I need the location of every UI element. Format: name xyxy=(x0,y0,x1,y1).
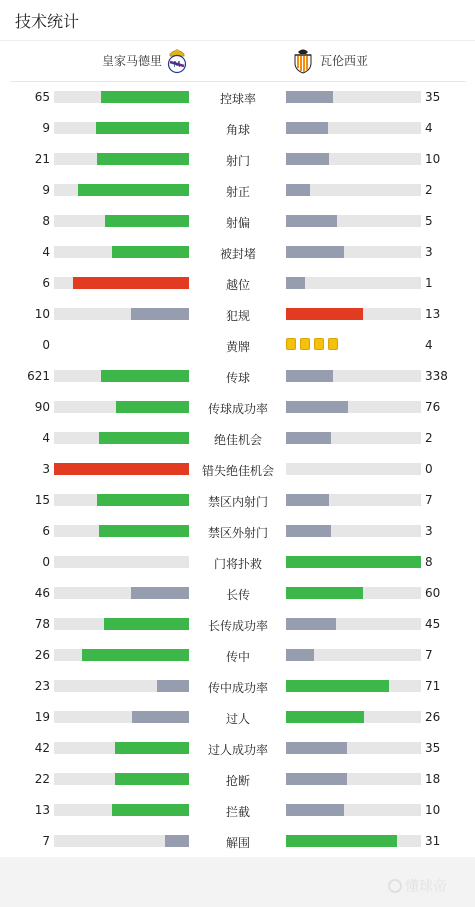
away-stat-bar xyxy=(286,680,421,692)
away-stat-bar-fill xyxy=(286,215,337,227)
stat-row xyxy=(0,764,475,795)
stat-row xyxy=(0,609,475,640)
home-stat-value: 8 xyxy=(42,214,50,228)
away-stat-value: 4 xyxy=(425,121,433,135)
stat-label: 绝佳机会 xyxy=(213,433,262,447)
away-stat-bar-fill xyxy=(286,246,344,258)
away-stat-bar-fill xyxy=(286,184,310,196)
away-stat-bar-fill xyxy=(286,432,331,444)
home-stat-value: 13 xyxy=(34,803,50,817)
home-stat-value: 15 xyxy=(34,493,50,507)
away-stat-bar xyxy=(286,215,421,227)
away-stat-value: 76 xyxy=(425,400,441,414)
stat-label: 错失绝佳机会 xyxy=(201,464,274,478)
home-stat-bar-fill xyxy=(115,773,189,785)
title-divider xyxy=(0,40,475,41)
home-stat-value: 0 xyxy=(42,555,50,569)
stat-row xyxy=(0,795,475,826)
home-stat-value: 6 xyxy=(42,524,50,538)
home-stat-value: 4 xyxy=(42,245,50,259)
yellow-card-icon xyxy=(286,338,296,350)
home-stat-value: 22 xyxy=(34,772,50,786)
stat-row xyxy=(0,113,475,144)
stat-row xyxy=(0,268,475,299)
stat-label: 犯规 xyxy=(225,309,250,323)
home-stat-bar xyxy=(54,525,189,537)
home-stat-bar-fill xyxy=(116,401,189,413)
home-stat-value: 26 xyxy=(34,648,50,662)
stat-label: 传球成功率 xyxy=(207,402,268,416)
away-stat-bar-fill xyxy=(286,618,336,630)
away-stat-bar-fill xyxy=(286,525,331,537)
home-stat-bar xyxy=(54,370,189,382)
page-title: 技术统计 xyxy=(15,12,80,31)
away-stat-bar-fill xyxy=(286,773,347,785)
away-stat-bar-fill xyxy=(286,277,305,289)
yellow-cards xyxy=(286,338,338,352)
home-stat-value: 3 xyxy=(42,462,50,476)
home-stat-bar-fill xyxy=(99,525,189,537)
stat-row xyxy=(0,299,475,330)
home-stat-value: 6 xyxy=(42,276,50,290)
home-stat-value: 4 xyxy=(42,431,50,445)
away-stat-value: 1 xyxy=(425,276,433,290)
away-stat-value: 45 xyxy=(425,617,441,631)
away-stat-value: 31 xyxy=(425,834,441,848)
svg-text:M: M xyxy=(173,60,181,69)
home-stat-bar xyxy=(54,91,189,103)
stat-label: 长传 xyxy=(225,588,250,602)
home-stat-bar-fill xyxy=(105,215,189,227)
away-stat-value: 0 xyxy=(425,462,433,476)
away-stat-value: 18 xyxy=(425,772,441,786)
away-stat-value: 10 xyxy=(425,152,441,166)
away-stat-bar xyxy=(286,742,421,754)
watermark xyxy=(388,876,447,896)
away-stat-value: 10 xyxy=(425,803,441,817)
away-stat-bar-fill xyxy=(286,742,347,754)
stat-row xyxy=(0,175,475,206)
away-stat-bar-fill xyxy=(286,587,363,599)
home-stat-value: 19 xyxy=(34,710,50,724)
dongqiudi-logo-icon xyxy=(388,879,402,893)
home-stat-bar xyxy=(54,835,189,847)
home-stat-bar-fill xyxy=(78,184,189,196)
away-stat-bar-fill xyxy=(286,122,328,134)
home-stat-bar xyxy=(54,308,189,320)
home-stat-bar-fill xyxy=(97,494,189,506)
away-stat-value: 7 xyxy=(425,648,433,662)
stat-label: 射偏 xyxy=(225,216,250,230)
away-stat-bar xyxy=(286,277,421,289)
away-stat-value: 5 xyxy=(425,214,433,228)
home-stat-bar xyxy=(54,556,189,568)
home-stat-bar-fill xyxy=(101,370,189,382)
home-stat-value: 9 xyxy=(42,121,50,135)
home-stat-bar-fill xyxy=(101,91,189,103)
home-stat-value: 9 xyxy=(42,183,50,197)
stat-label: 越位 xyxy=(225,278,250,292)
stat-label: 控球率 xyxy=(219,92,256,106)
stat-label: 角球 xyxy=(225,123,250,137)
away-stat-bar xyxy=(286,804,421,816)
yellow-card-icon xyxy=(328,338,338,350)
away-team-name: 瓦伦西亚 xyxy=(320,54,369,68)
away-stat-value: 3 xyxy=(425,245,433,259)
home-stat-bar-fill xyxy=(131,587,189,599)
away-stat-bar xyxy=(286,618,421,630)
home-stat-bar xyxy=(54,153,189,165)
away-stat-bar-fill xyxy=(286,401,348,413)
stat-label: 过人 xyxy=(225,712,250,726)
home-stat-value: 46 xyxy=(34,586,50,600)
stat-row xyxy=(0,82,475,113)
stat-row xyxy=(0,578,475,609)
away-stat-bar xyxy=(286,432,421,444)
home-stat-value: 0 xyxy=(42,338,50,352)
away-stat-bar-fill xyxy=(286,680,389,692)
away-stat-value: 13 xyxy=(425,307,441,321)
stat-row xyxy=(0,671,475,702)
away-stat-bar xyxy=(286,773,421,785)
away-stat-bar-fill xyxy=(286,494,329,506)
yellow-card-icon xyxy=(314,338,324,350)
home-stat-bar xyxy=(54,246,189,258)
stat-row xyxy=(0,702,475,733)
away-stat-bar-fill xyxy=(286,308,363,320)
home-stat-bar xyxy=(54,742,189,754)
home-stat-value: 42 xyxy=(34,741,50,755)
stat-label: 禁区内射门 xyxy=(207,495,268,509)
stat-label: 解围 xyxy=(225,836,250,850)
home-stat-value: 23 xyxy=(34,679,50,693)
away-stat-bar xyxy=(286,184,421,196)
home-stat-value: 78 xyxy=(34,617,50,631)
away-stat-bar xyxy=(286,556,421,568)
away-stat-value: 4 xyxy=(425,338,433,352)
away-stat-bar xyxy=(286,153,421,165)
stat-label: 射正 xyxy=(225,185,250,199)
real-madrid-crest-icon xyxy=(166,48,188,74)
away-stat-bar xyxy=(286,370,421,382)
home-stat-bar xyxy=(54,215,189,227)
home-stat-bar-fill xyxy=(131,308,189,320)
home-stat-bar xyxy=(54,680,189,692)
home-stat-value: 7 xyxy=(42,834,50,848)
home-stat-value: 21 xyxy=(34,152,50,166)
home-stat-bar xyxy=(54,494,189,506)
away-stat-bar xyxy=(286,587,421,599)
home-stat-bar xyxy=(54,277,189,289)
away-stat-bar-fill xyxy=(286,153,329,165)
away-stat-bar xyxy=(286,122,421,134)
home-stat-bar-fill xyxy=(132,711,189,723)
stat-row xyxy=(0,454,475,485)
home-stat-bar-fill xyxy=(157,680,189,692)
stat-row xyxy=(0,423,475,454)
away-stat-value: 71 xyxy=(425,679,441,693)
stat-row xyxy=(0,516,475,547)
home-stat-bar xyxy=(54,463,189,475)
stat-label: 门将扑救 xyxy=(213,557,262,571)
stat-row xyxy=(0,392,475,423)
home-stat-bar-fill xyxy=(82,649,189,661)
stat-row xyxy=(0,485,475,516)
away-stat-value: 338 xyxy=(425,369,448,383)
home-stat-bar-fill xyxy=(104,618,189,630)
home-stat-bar-fill xyxy=(165,835,189,847)
away-stat-bar-fill xyxy=(286,711,364,723)
home-stat-bar-fill xyxy=(115,742,189,754)
home-stat-bar-fill xyxy=(54,463,189,475)
away-stat-value: 2 xyxy=(425,183,433,197)
stat-label: 禁区外射门 xyxy=(207,526,268,540)
stat-row xyxy=(0,361,475,392)
away-stat-bar xyxy=(286,494,421,506)
away-stat-bar xyxy=(286,401,421,413)
stat-label: 传中成功率 xyxy=(207,681,268,695)
home-stat-bar xyxy=(54,649,189,661)
away-stat-bar xyxy=(286,649,421,661)
home-stat-bar xyxy=(54,618,189,630)
watermark-text: 懂球帝 xyxy=(405,879,447,895)
home-stat-bar xyxy=(54,773,189,785)
home-stat-bar xyxy=(54,587,189,599)
away-stat-bar-fill xyxy=(286,91,333,103)
away-stat-bar xyxy=(286,711,421,723)
stat-label: 被封堵 xyxy=(219,247,256,261)
home-stat-bar-fill xyxy=(97,153,189,165)
stat-row xyxy=(0,237,475,268)
home-stat-bar-fill xyxy=(99,432,189,444)
home-team-name: 皇家马德里 xyxy=(102,54,163,68)
stats-list xyxy=(0,82,475,857)
stat-label: 长传成功率 xyxy=(207,619,268,633)
stat-label: 抢断 xyxy=(225,774,250,788)
away-stat-bar xyxy=(286,525,421,537)
home-stat-bar xyxy=(54,401,189,413)
away-stat-bar-fill xyxy=(286,804,344,816)
home-stat-bar xyxy=(54,184,189,196)
stat-label: 拦截 xyxy=(225,805,250,819)
stat-label: 射门 xyxy=(225,154,250,168)
away-stat-bar xyxy=(286,91,421,103)
home-stat-value: 90 xyxy=(34,400,50,414)
away-stat-value: 35 xyxy=(425,90,441,104)
stat-label: 过人成功率 xyxy=(207,743,268,757)
home-stat-value: 10 xyxy=(34,307,50,321)
valencia-crest-icon xyxy=(292,48,314,74)
home-stat-bar-fill xyxy=(73,277,189,289)
home-stat-value: 65 xyxy=(34,90,50,104)
stat-row xyxy=(0,826,475,857)
away-stat-bar xyxy=(286,308,421,320)
stat-label: 传中 xyxy=(225,650,250,664)
away-stat-value: 60 xyxy=(425,586,441,600)
home-stat-bar xyxy=(54,711,189,723)
stat-row xyxy=(0,640,475,671)
home-stat-bar-fill xyxy=(112,804,189,816)
home-stat-bar xyxy=(54,432,189,444)
away-stat-bar xyxy=(286,463,421,475)
away-stat-value: 8 xyxy=(425,555,433,569)
away-stat-bar-fill xyxy=(286,835,397,847)
stat-row xyxy=(0,144,475,175)
away-stat-bar xyxy=(286,246,421,258)
home-stat-bar-fill xyxy=(112,246,189,258)
home-stat-value: 621 xyxy=(27,369,50,383)
stat-row xyxy=(0,547,475,578)
away-stat-value: 2 xyxy=(425,431,433,445)
away-stat-bar-fill xyxy=(286,649,314,661)
stat-row xyxy=(0,733,475,764)
stat-row xyxy=(0,206,475,237)
yellow-card-icon xyxy=(300,338,310,350)
away-stat-value: 7 xyxy=(425,493,433,507)
away-stat-value: 35 xyxy=(425,741,441,755)
away-stat-value: 26 xyxy=(425,710,441,724)
away-stat-value: 3 xyxy=(425,524,433,538)
away-stat-bar-fill xyxy=(286,370,333,382)
home-stat-bar xyxy=(54,122,189,134)
home-stat-bar-fill xyxy=(96,122,189,134)
stat-row xyxy=(0,330,475,361)
home-stat-bar xyxy=(54,804,189,816)
stat-label: 黄牌 xyxy=(225,340,250,354)
away-stat-bar xyxy=(286,835,421,847)
away-stat-bar-fill xyxy=(286,556,421,568)
stat-label: 传球 xyxy=(225,371,250,385)
